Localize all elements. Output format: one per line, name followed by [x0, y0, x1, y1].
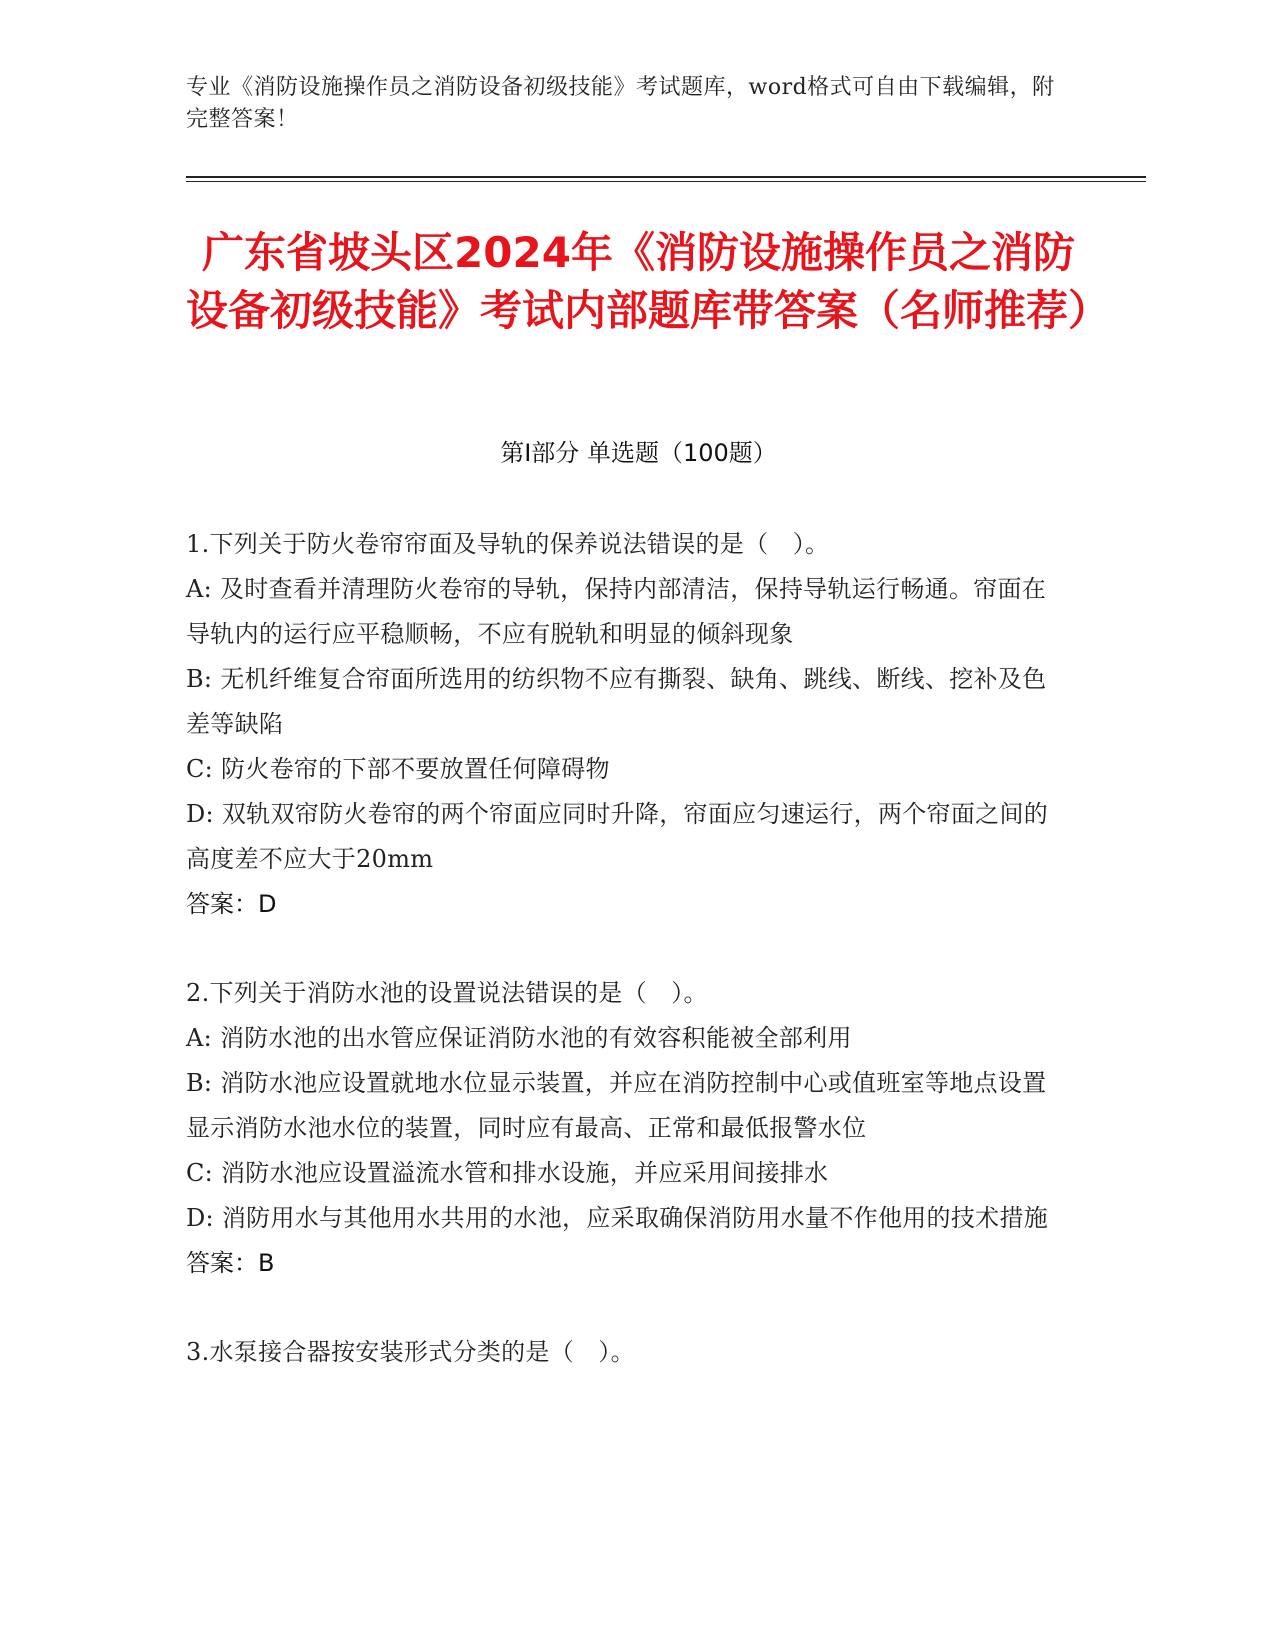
document-title: 广东省坡头区2024年《消防设施操作员之消防设备初级技能》考试内部题库带答案（名师推荐） — [186, 228, 1111, 335]
option-c: C: 消防水池应设置溢流水管和排水设施，并应采用间接排水 — [186, 1159, 829, 1187]
option-d: D: 双轨双帘防火卷帘的两个帘面应同时升降，帘面应匀速运行，两个帘面之间的高度差不应大于20mm — [186, 800, 1049, 873]
header-divider-thick — [186, 176, 1146, 178]
question-2 — [186, 971, 1066, 1286]
question-stem: 1.下列关于防火卷帘帘面及导轨的保养说法错误的是（ ）。 — [186, 530, 830, 558]
option-c: C: 防火卷帘的下部不要放置任何障碍物 — [186, 755, 610, 783]
option-d: D: 消防用水与其他用水共用的水池，应采取确保消防用水量不作他用的技术措施 — [186, 1204, 1049, 1232]
header-note: 专业《消防设施操作员之消防设备初级技能》考试题库，word格式可自由下载编辑，附完整答案！ — [186, 75, 1055, 132]
question-stem: 3.水泵接合器按安装形式分类的是（ ）。 — [186, 1338, 635, 1366]
question-1 — [186, 522, 1066, 927]
option-a: A: 消防水池的出水管应保证消防水池的有效容积能被全部利用 — [186, 1024, 852, 1052]
option-b: B: 消防水池应设置就地水位显示装置，并应在消防控制中心或值班室等地点设置显示消防水池水位的装置，同时应有最高、正常和最低报警水位 — [186, 1069, 1047, 1142]
option-a: A: 及时查看并清理防火卷帘的导轨，保持内部清洁，保持导轨运行畅通。帘面在导轨内的运行应平稳顺畅，不应有脱轨和明显的倾斜现象 — [186, 575, 1047, 648]
header-divider-thin — [186, 181, 1146, 182]
section-heading: 第Ⅰ部分 单选题（100题） — [500, 439, 777, 467]
answer-line: 答案：D — [186, 890, 277, 918]
option-b: B: 无机纤维复合帘面所选用的纺织物不应有撕裂、缺角、跳线、断线、挖补及色差等缺陷 — [186, 665, 1047, 738]
answer-line: 答案：B — [186, 1249, 275, 1277]
question-list — [186, 522, 1066, 1419]
question-stem: 2.下列关于消防水池的设置说法错误的是（ ）。 — [186, 979, 708, 1007]
question-3 — [186, 1330, 1066, 1375]
